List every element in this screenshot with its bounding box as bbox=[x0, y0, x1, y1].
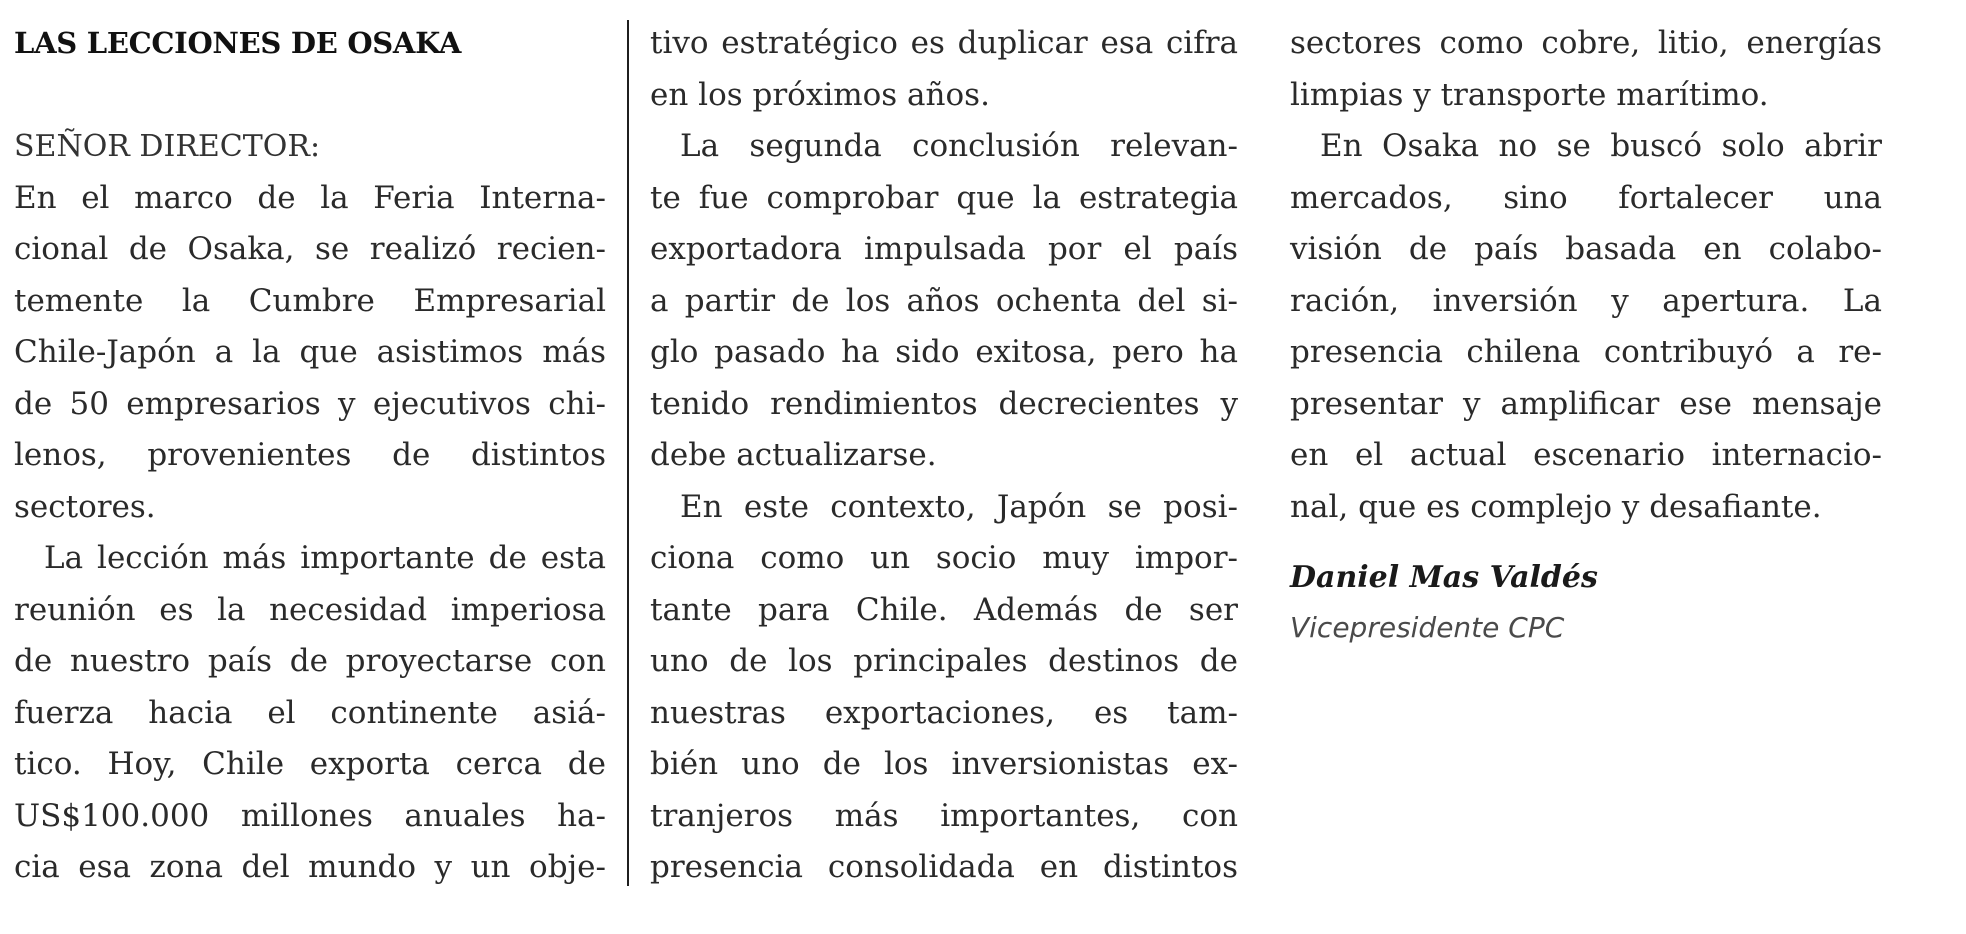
text-line: presentar y amplificar ese mensaje bbox=[1290, 385, 1882, 422]
text-line: sectores. bbox=[14, 488, 156, 525]
text-line: presencia chilena contribuyó a re- bbox=[1290, 334, 1882, 370]
text-line: de nuestro país de proyectarse con bbox=[14, 643, 606, 679]
signature-name: Daniel Mas Valdés bbox=[1290, 560, 1598, 595]
text-line: reunión es la necesidad imperiosa bbox=[14, 591, 606, 628]
text-line: En Osaka no se buscó solo abrir bbox=[1320, 128, 1882, 164]
text-line: glo pasado ha sido exitosa, pero ha bbox=[650, 334, 1238, 370]
salutation: SEÑOR DIRECTOR: bbox=[14, 129, 321, 164]
column-1 bbox=[14, 18, 606, 894]
text-line: US$100.000 millones anuales ha- bbox=[14, 797, 606, 834]
text-line: te fue comprobar que la estrategia bbox=[650, 179, 1238, 216]
text-line: cia esa zona del mundo y un obje- bbox=[14, 849, 606, 885]
signature-block bbox=[1290, 553, 1882, 653]
text-line: cional de Osaka, se realizó recien- bbox=[14, 231, 606, 267]
text-line: ciona como un socio muy impor- bbox=[650, 540, 1238, 576]
text-line: debe actualizarse. bbox=[650, 437, 937, 473]
column-2-body bbox=[650, 18, 1238, 894]
text-line: tivo estratégico es duplicar esa cifra bbox=[650, 25, 1238, 61]
text-line: de 50 empresarios y ejecutivos chi- bbox=[14, 385, 606, 422]
text-line: presencia consolidada en distintos bbox=[650, 849, 1238, 885]
text-line: tante para Chile. Además de ser bbox=[650, 591, 1238, 628]
text-line: exportadora impulsada por el país bbox=[650, 231, 1238, 267]
text-line: La lección más importante de esta bbox=[44, 540, 606, 576]
text-line: En este contexto, Japón se posi- bbox=[680, 488, 1238, 525]
text-line: visión de país basada en colabo- bbox=[1290, 231, 1882, 267]
column-3 bbox=[1290, 18, 1882, 653]
text-line: en los próximos años. bbox=[650, 76, 990, 113]
text-line: en el actual escenario internacio- bbox=[1290, 437, 1882, 473]
column-divider bbox=[627, 20, 629, 886]
text-line: limpias y transporte marítimo. bbox=[1290, 76, 1769, 113]
text-line: sectores como cobre, litio, energías bbox=[1290, 25, 1882, 61]
text-line: mercados, sino fortalecer una bbox=[1290, 179, 1882, 216]
column-2 bbox=[650, 18, 1238, 894]
text-line: bién uno de los inversionistas ex- bbox=[650, 746, 1238, 782]
headline-spacer bbox=[14, 70, 606, 122]
text-line: a partir de los años ochenta del si- bbox=[650, 282, 1238, 319]
text-line: Chile-Japón a la que asistimos más bbox=[14, 334, 606, 370]
text-line: temente la Cumbre Empresarial bbox=[14, 282, 606, 319]
text-line: fuerza hacia el continente asiá- bbox=[14, 694, 606, 731]
text-line: tranjeros más importantes, con bbox=[650, 797, 1238, 834]
column-3-body bbox=[1290, 18, 1882, 533]
signature-title: Vicepresidente CPC bbox=[1290, 611, 1565, 644]
text-line: nuestras exportaciones, es tam- bbox=[650, 694, 1238, 731]
text-line: uno de los principales destinos de bbox=[650, 643, 1238, 679]
text-line: ración, inversión y apertura. La bbox=[1290, 282, 1882, 319]
text-line: nal, que es complejo y desafiante. bbox=[1290, 488, 1822, 525]
text-line: tenido rendimientos decrecientes y bbox=[650, 385, 1238, 422]
text-line: La segunda conclusión relevan- bbox=[680, 128, 1238, 164]
text-line: lenos, provenientes de distintos bbox=[14, 437, 606, 473]
headline: LAS LECCIONES DE OSAKA bbox=[14, 26, 462, 60]
text-line: En el marco de la Feria Interna- bbox=[14, 179, 606, 216]
text-line: tico. Hoy, Chile exporta cerca de bbox=[14, 746, 606, 782]
column-1-body bbox=[14, 173, 606, 894]
